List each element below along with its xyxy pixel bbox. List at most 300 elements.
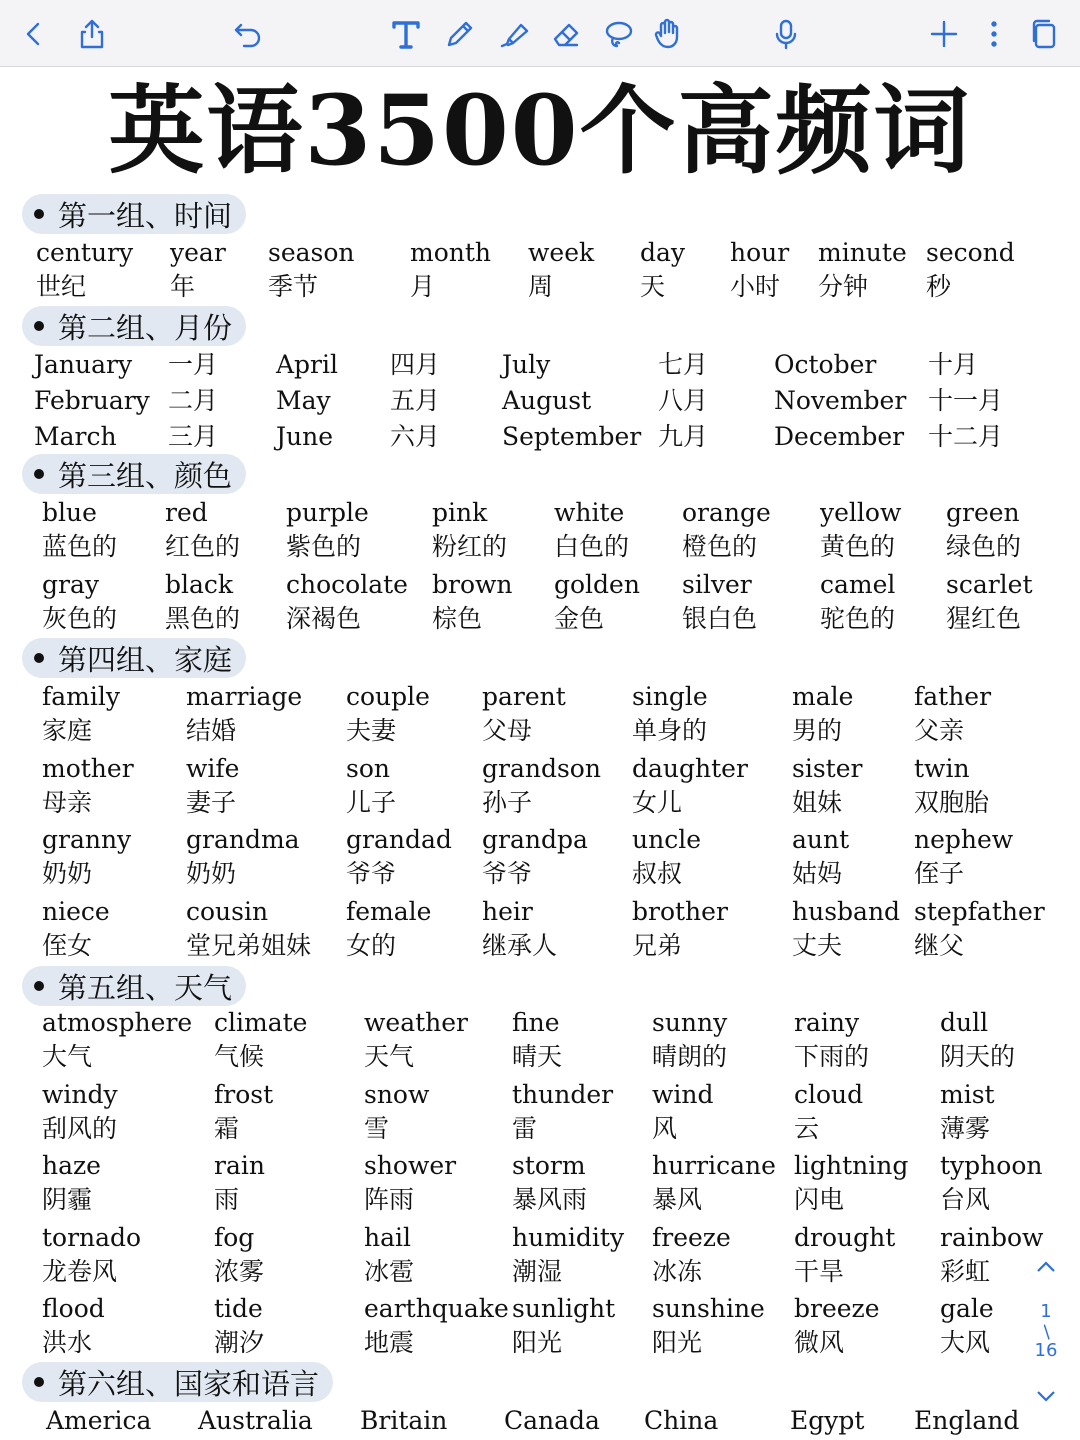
- vocab-entry: [914, 1406, 1019, 1436]
- english-word: daughter: [632, 753, 748, 783]
- app-toolbar: [0, 0, 1080, 67]
- english-word: minute: [818, 238, 907, 267]
- vocab-entry: [794, 1080, 863, 1144]
- chinese-translation: 兄弟: [632, 930, 683, 960]
- english-word: camel: [820, 570, 896, 599]
- english-word: wind: [652, 1079, 714, 1109]
- vocab-entry: [792, 754, 862, 818]
- english-word: father: [914, 682, 992, 711]
- english-word: single: [632, 682, 708, 711]
- bullet-icon: [34, 321, 44, 331]
- chinese-translation: 夫妻: [346, 716, 397, 745]
- vocab-entry: [794, 1294, 880, 1358]
- section-title: 第二组、月份: [58, 310, 233, 345]
- english-word: sunshine: [652, 1294, 765, 1323]
- english-word: gale: [940, 1294, 994, 1323]
- vocab-entry: [364, 1080, 429, 1144]
- vocab-entry: [926, 238, 1015, 302]
- vocab-entry: [512, 1080, 613, 1144]
- english-word: parent: [482, 682, 566, 711]
- english-word: climate: [214, 1008, 308, 1037]
- vocab-entry: [682, 570, 757, 634]
- chinese-translation: 堂兄弟姐妹: [186, 930, 312, 960]
- vocab-entry: [42, 682, 120, 746]
- english-word: second: [926, 238, 1015, 267]
- vocab-entry: [198, 1406, 313, 1436]
- lasso-icon[interactable]: [598, 14, 638, 54]
- english-word: frost: [214, 1079, 274, 1109]
- vocab-entry: [214, 1223, 264, 1287]
- vocab-entry: [794, 1223, 895, 1287]
- chinese-translation: 龙卷风: [42, 1256, 118, 1286]
- vocab-entry: [42, 1008, 192, 1072]
- english-word: lightning: [794, 1151, 909, 1180]
- chinese-translation: 姑妈: [792, 859, 843, 888]
- vocab-entry: [632, 754, 748, 818]
- add-icon[interactable]: [924, 14, 964, 54]
- month-translation: 八月: [658, 386, 709, 415]
- chinese-translation: 粉红的: [432, 532, 508, 561]
- chinese-translation: 阳光: [652, 1328, 703, 1357]
- total-pages: 16: [1034, 1340, 1058, 1361]
- vocab-entry: [482, 825, 588, 889]
- chinese-translation: 结婚: [186, 716, 237, 745]
- english-word: fog: [214, 1222, 255, 1252]
- chinese-translation: 雨: [214, 1185, 240, 1214]
- english-word: tide: [214, 1294, 263, 1323]
- english-word: golden: [554, 570, 640, 599]
- vocab-entry: [346, 897, 431, 961]
- month-name: September: [502, 422, 642, 451]
- month-translation: 二月: [168, 386, 219, 415]
- vocab-entry: [914, 754, 989, 818]
- vocab-entry: [640, 238, 685, 302]
- vocab-entry: [940, 1294, 994, 1358]
- vocab-entry: [730, 238, 789, 302]
- english-word: Egypt: [790, 1406, 865, 1435]
- english-word: male: [792, 682, 854, 711]
- vocab-entry: [792, 682, 853, 746]
- english-word: haze: [42, 1151, 101, 1180]
- section-heading: [22, 1362, 333, 1402]
- english-word: Canada: [504, 1406, 600, 1435]
- english-word: wife: [186, 753, 240, 783]
- english-word: stepfather: [914, 896, 1045, 926]
- chinese-translation: 阳光: [512, 1328, 563, 1357]
- vocab-entry: [820, 498, 901, 562]
- vocab-entry: [946, 498, 1021, 562]
- chevron-down-icon[interactable]: [1026, 1387, 1066, 1408]
- english-word: Australia: [198, 1406, 313, 1435]
- bullet-icon: [34, 653, 44, 663]
- chinese-translation: 小时: [730, 272, 781, 301]
- chinese-translation: 叔叔: [632, 859, 683, 888]
- english-word: mist: [940, 1079, 995, 1109]
- chevron-up-icon[interactable]: [1026, 1258, 1066, 1279]
- chinese-translation: 侄女: [42, 930, 93, 960]
- chinese-translation: 雪: [364, 1113, 390, 1143]
- section-heading: [22, 638, 246, 678]
- pen-icon[interactable]: [440, 14, 480, 54]
- english-word: heir: [482, 896, 533, 926]
- english-word: grandson: [482, 753, 601, 783]
- chinese-translation: 阴霾: [42, 1185, 93, 1214]
- chinese-translation: 蓝色的: [42, 532, 118, 561]
- chinese-translation: 暴风: [652, 1185, 703, 1214]
- chinese-translation: 家庭: [42, 716, 93, 745]
- english-word: aunt: [792, 825, 850, 854]
- chinese-translation: 薄雾: [940, 1113, 991, 1143]
- vocab-entry: [644, 1406, 718, 1436]
- highlighter-icon[interactable]: [494, 14, 534, 54]
- english-word: nephew: [914, 825, 1014, 854]
- chinese-translation: 绿色的: [946, 532, 1022, 561]
- chinese-translation: 白色的: [554, 532, 630, 561]
- chinese-translation: 年: [170, 272, 196, 301]
- english-word: yellow: [820, 498, 902, 527]
- chinese-translation: 继父: [914, 930, 965, 960]
- chinese-translation: 男的: [792, 716, 843, 745]
- english-word: hurricane: [652, 1151, 776, 1180]
- chinese-translation: 暴风雨: [512, 1185, 588, 1214]
- english-word: uncle: [632, 825, 701, 854]
- english-word: grandma: [186, 825, 300, 854]
- english-word: rain: [214, 1151, 265, 1180]
- vocab-entry: [652, 1223, 731, 1287]
- vocab-entry: [482, 754, 601, 818]
- undo-icon[interactable]: [228, 14, 268, 54]
- english-word: hail: [364, 1222, 411, 1252]
- section-heading: [22, 454, 246, 494]
- vocab-entry: [794, 1151, 908, 1215]
- english-word: thunder: [512, 1079, 614, 1109]
- vocab-entry: [512, 1223, 624, 1287]
- bullet-icon: [34, 1377, 44, 1387]
- month-name: December: [774, 422, 905, 451]
- vocab-entry: [914, 825, 1013, 889]
- chinese-translation: 丈夫: [792, 930, 843, 960]
- bullet-icon: [34, 209, 44, 219]
- vocab-entry: [632, 825, 701, 889]
- chinese-translation: 女儿: [632, 787, 683, 817]
- chinese-translation: 单身的: [632, 716, 708, 745]
- english-word: humidity: [512, 1222, 625, 1252]
- english-word: storm: [512, 1151, 586, 1180]
- english-word: grandad: [346, 825, 452, 854]
- vocab-entry: [940, 1151, 1042, 1215]
- vocab-entry: [820, 570, 895, 634]
- english-word: rainy: [794, 1008, 860, 1037]
- vocab-entry: [792, 825, 849, 889]
- chinese-translation: 潮汐: [214, 1328, 265, 1357]
- chinese-translation: 晴天: [512, 1042, 563, 1071]
- english-word: cloud: [794, 1079, 864, 1109]
- english-word: snow: [364, 1079, 430, 1109]
- vocab-entry: [940, 1080, 995, 1144]
- chinese-translation: 孙子: [482, 787, 533, 817]
- month-translation: 六月: [390, 422, 441, 451]
- english-word: twin: [914, 753, 970, 783]
- chinese-translation: 晴朗的: [652, 1042, 728, 1071]
- vocab-entry: [186, 682, 302, 746]
- chinese-translation: 驼色的: [820, 604, 896, 633]
- chinese-translation: 刮风的: [42, 1113, 118, 1143]
- chinese-translation: 黄色的: [820, 532, 896, 561]
- english-word: America: [46, 1406, 152, 1435]
- chinese-translation: 潮湿: [512, 1256, 563, 1286]
- chinese-translation: 大气: [42, 1042, 93, 1071]
- english-word: flood: [42, 1294, 105, 1323]
- chinese-translation: 天气: [364, 1042, 415, 1071]
- chinese-translation: 彩虹: [940, 1256, 991, 1286]
- english-word: gray: [42, 570, 99, 599]
- chinese-translation: 猩红色: [946, 604, 1022, 633]
- english-word: weather: [364, 1008, 468, 1037]
- vocab-entry: [504, 1406, 600, 1436]
- english-word: blue: [42, 498, 97, 527]
- back-icon[interactable]: [14, 14, 54, 54]
- chinese-translation: 大风: [940, 1328, 991, 1357]
- vocab-entry: [652, 1008, 727, 1072]
- chinese-translation: 冰雹: [364, 1256, 415, 1286]
- english-word: month: [410, 238, 492, 267]
- chinese-translation: 深褐色: [286, 604, 362, 633]
- vocab-entry: [652, 1151, 776, 1215]
- vocab-entry: [186, 825, 300, 889]
- english-word: year: [170, 238, 226, 267]
- chinese-translation: 季节: [268, 272, 319, 301]
- english-word: sunny: [652, 1008, 728, 1037]
- vocab-entry: [528, 238, 594, 302]
- vocab-entry: [268, 238, 355, 302]
- english-word: sunlight: [512, 1294, 616, 1323]
- page-separator: /: [1038, 1321, 1056, 1343]
- vocab-entry: [792, 897, 900, 961]
- english-word: orange: [682, 498, 771, 527]
- chinese-translation: 气候: [214, 1042, 265, 1071]
- bullet-icon: [34, 981, 44, 991]
- vocab-entry: [364, 1008, 468, 1072]
- english-word: black: [165, 570, 234, 599]
- vocab-entry: [682, 498, 771, 562]
- english-word: pink: [432, 498, 488, 527]
- english-word: windy: [42, 1079, 118, 1109]
- chinese-translation: 父母: [482, 716, 533, 745]
- month-translation: 九月: [658, 422, 709, 451]
- vocab-entry: [410, 238, 491, 302]
- vocab-entry: [42, 498, 117, 562]
- vocab-entry: [42, 825, 131, 889]
- current-page: 1: [1040, 1301, 1052, 1322]
- chinese-translation: 爷爷: [346, 859, 397, 888]
- english-word: grandpa: [482, 825, 588, 854]
- english-word: fine: [512, 1008, 560, 1037]
- vocab-entry: [42, 570, 117, 634]
- english-word: atmosphere: [42, 1008, 193, 1037]
- vocab-entry: [914, 897, 1045, 961]
- english-word: female: [346, 896, 432, 926]
- chinese-translation: 云: [794, 1113, 820, 1143]
- chinese-translation: 天: [640, 272, 666, 301]
- english-word: England: [914, 1406, 1020, 1435]
- chinese-translation: 父亲: [914, 716, 965, 745]
- vocab-entry: [42, 897, 110, 961]
- english-word: marriage: [186, 682, 303, 711]
- page-indicator: [1026, 1258, 1066, 1408]
- english-word: rainbow: [940, 1222, 1044, 1252]
- vocab-entry: [36, 238, 133, 302]
- chinese-translation: 红色的: [165, 532, 241, 561]
- month-translation: 五月: [390, 386, 441, 415]
- vocab-entry: [42, 1223, 141, 1287]
- chinese-translation: 霜: [214, 1113, 240, 1143]
- chinese-translation: 奶奶: [186, 859, 237, 888]
- chinese-translation: 爷爷: [482, 859, 533, 888]
- vocab-entry: [346, 825, 452, 889]
- chinese-translation: 分钟: [818, 272, 869, 301]
- month-name: March: [34, 422, 117, 451]
- chinese-translation: 灰色的: [42, 604, 118, 633]
- chinese-translation: 秒: [926, 272, 952, 301]
- vocab-entry: [42, 1294, 105, 1358]
- chinese-translation: 浓雾: [214, 1256, 265, 1286]
- month-name: May: [276, 386, 331, 415]
- english-word: son: [346, 753, 390, 783]
- share-icon[interactable]: [72, 14, 112, 54]
- english-word: breeze: [794, 1294, 880, 1323]
- vocab-entry: [432, 498, 507, 562]
- pages-icon[interactable]: [1024, 14, 1064, 54]
- month-name: January: [34, 350, 133, 379]
- chinese-translation: 阴天的: [940, 1042, 1016, 1071]
- vocab-entry: [364, 1294, 509, 1358]
- english-word: shower: [364, 1151, 457, 1180]
- vocab-entry: [632, 682, 708, 746]
- english-word: red: [165, 498, 208, 527]
- section-title: 第一组、时间: [58, 198, 233, 233]
- english-word: tornado: [42, 1222, 142, 1252]
- english-word: sister: [792, 753, 863, 783]
- english-word: brown: [432, 570, 513, 599]
- chinese-translation: 地震: [364, 1328, 415, 1357]
- month-name: February: [34, 386, 150, 415]
- chinese-translation: 奶奶: [42, 859, 93, 888]
- english-word: husband: [792, 896, 901, 926]
- chinese-translation: 妻子: [186, 787, 237, 817]
- vocab-entry: [46, 1406, 151, 1436]
- vocab-entry: [512, 1008, 562, 1072]
- month-translation: 十月: [928, 350, 979, 379]
- vocab-entry: [286, 498, 369, 562]
- vocab-entry: [214, 1080, 273, 1144]
- vocab-entry: [652, 1080, 714, 1144]
- chinese-translation: 儿子: [346, 787, 397, 817]
- chinese-translation: 台风: [940, 1185, 991, 1214]
- vocab-entry: [652, 1294, 765, 1358]
- vocab-entry: [554, 570, 640, 634]
- month-name: April: [276, 350, 338, 379]
- english-word: hour: [730, 238, 790, 267]
- chinese-translation: 女的: [346, 930, 397, 960]
- vocab-entry: [360, 1406, 447, 1436]
- month-name: June: [276, 422, 334, 451]
- chinese-translation: 金色: [554, 604, 605, 633]
- chinese-translation: 月: [410, 272, 436, 301]
- vocab-entry: [214, 1151, 265, 1215]
- chinese-translation: 双胞胎: [914, 787, 990, 817]
- more-icon[interactable]: [974, 14, 1014, 54]
- english-word: white: [554, 498, 625, 527]
- vocab-entry: [946, 570, 1033, 634]
- chinese-translation: 微风: [794, 1328, 845, 1357]
- section-title: 第五组、天气: [58, 970, 233, 1005]
- chinese-translation: 银白色: [682, 604, 758, 633]
- chinese-translation: 冰冻: [652, 1256, 703, 1286]
- vocab-entry: [214, 1008, 307, 1072]
- month-translation: 十一月: [928, 386, 1004, 415]
- chinese-translation: 世纪: [36, 272, 87, 301]
- english-word: family: [42, 682, 120, 711]
- chinese-translation: 干旱: [794, 1256, 845, 1286]
- vocab-entry: [346, 682, 430, 746]
- chinese-translation: 橙色的: [682, 532, 758, 561]
- english-word: day: [640, 238, 686, 267]
- page-title: 英语3500个高频词: [108, 74, 972, 187]
- text-tool-icon[interactable]: [386, 14, 426, 54]
- section-heading: [22, 966, 246, 1006]
- hand-icon[interactable]: [648, 14, 688, 54]
- chinese-translation: 黑色的: [165, 604, 241, 633]
- eraser-icon[interactable]: [546, 14, 586, 54]
- vocab-entry: [940, 1008, 1015, 1072]
- section-title: 第六组、国家和语言: [58, 1366, 320, 1401]
- chinese-translation: 周: [528, 272, 554, 301]
- vocab-entry: [286, 570, 408, 634]
- section-heading: [22, 306, 246, 346]
- english-word: brother: [632, 896, 728, 926]
- chinese-translation: 继承人: [482, 930, 558, 960]
- chinese-translation: 阵雨: [364, 1185, 415, 1214]
- vocab-entry: [170, 238, 226, 302]
- section-heading: [22, 194, 246, 234]
- english-word: dull: [940, 1008, 989, 1037]
- month-translation: 一月: [168, 350, 219, 379]
- vocab-entry: [165, 498, 240, 562]
- vocab-entry: [214, 1294, 264, 1358]
- english-word: niece: [42, 896, 110, 926]
- month-translation: 三月: [168, 422, 219, 451]
- section-title: 第三组、颜色: [58, 458, 233, 493]
- month-translation: 七月: [658, 350, 709, 379]
- chinese-translation: 风: [652, 1113, 678, 1143]
- english-word: typhoon: [940, 1151, 1043, 1180]
- vocab-entry: [346, 754, 396, 818]
- english-word: China: [644, 1406, 719, 1435]
- bullet-icon: [34, 469, 44, 479]
- vocab-entry: [186, 754, 239, 818]
- vocab-entry: [432, 570, 513, 634]
- microphone-icon[interactable]: [766, 14, 806, 54]
- vocab-entry: [790, 1406, 864, 1436]
- chinese-translation: 雷: [512, 1113, 538, 1143]
- chinese-translation: 洪水: [42, 1328, 93, 1357]
- english-word: granny: [42, 825, 132, 854]
- vocab-entry: [165, 570, 240, 634]
- english-word: green: [946, 498, 1020, 527]
- english-word: week: [528, 238, 595, 267]
- vocab-entry: [818, 238, 907, 302]
- vocab-entry: [482, 897, 557, 961]
